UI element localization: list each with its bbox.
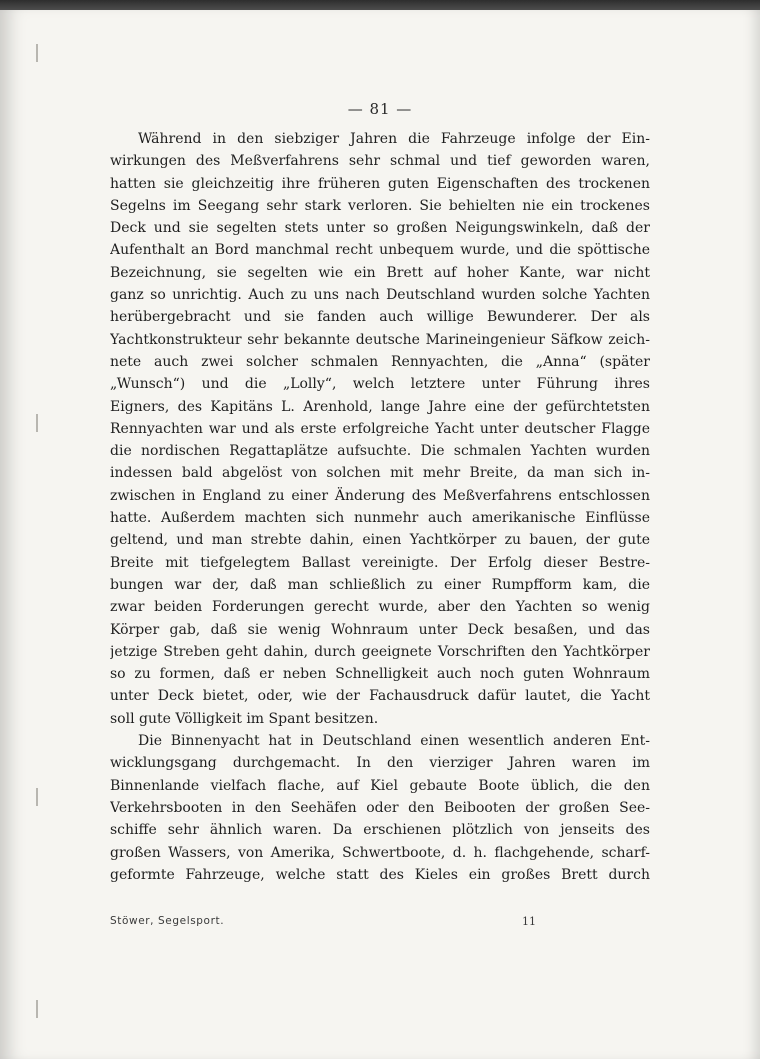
text-line: Eigners, des Kapitäns L. Arenhold, lange Jahre eine der gefürchtetsten (110, 398, 650, 415)
page-number-header: — 81 — (347, 100, 413, 118)
text-line: Segelns im Seegang sehr stark verloren. Sie behielten nie ein trockenes (110, 197, 650, 214)
text-line: wicklungsgang durchgemacht. In den vierziger Jahren waren im (110, 755, 650, 772)
text-line: schiffe sehr ähnlich waren. Da erschienen plötzlich von jenseits des (110, 822, 650, 839)
text-line: Die Binnenyacht hat in Deutschland einen wesentlich anderen Ent- (138, 733, 650, 750)
text-line: Rennyachten war und als erste erfolgreiche Yacht unter deutscher Flagge (110, 420, 650, 437)
text-line: „Wunsch“) und die „Lolly“, welch letztere unter Führung ihres (110, 376, 650, 393)
text-line: Aufenthalt an Bord manchmal recht unbequem wurde, und die spöttische (110, 242, 650, 259)
text-line: geformte Fahrzeuge, welche statt des Kieles ein großes Brett durch (110, 866, 650, 883)
binding-mark (36, 414, 38, 432)
binding-mark (36, 44, 38, 62)
text-line: herübergebracht und sie fanden auch willige Bewunderer. Der als (110, 309, 650, 326)
text-line: großen Wassers, von Amerika, Schwertboote, d. h. flachgehende, scharf- (110, 844, 650, 861)
text-line: Yachtkonstrukteur sehr bekannte deutsche Marineingenieur Säfkow zeich- (110, 331, 650, 348)
text-line: Während in den siebziger Jahren die Fahrzeuge infolge der Ein- (138, 131, 650, 147)
text-line: bungen war der, daß man schließlich zu einer Rumpfform kam, die (110, 576, 650, 593)
text-line: jetzige Streben geht dahin, durch geeignete Vorschriften den Yachtkörper (110, 643, 650, 660)
footer-signature: Stöwer, Segelsport. (110, 915, 225, 927)
text-line: nete auch zwei solcher schmalen Rennyachten, die „Anna“ (später (110, 353, 650, 370)
text-line: zwar beiden Forderungen gerecht wurde, aber den Yachten so wenig (110, 599, 650, 616)
text-line: Bezeichnung, sie segelten wie ein Brett auf hoher Kante, war nicht (110, 264, 650, 281)
text-line: Körper gab, daß sie wenig Wohnraum unter Deck besaßen, und das (110, 621, 650, 638)
binding-mark (36, 1000, 38, 1018)
text-line: die nordischen Regattaplätze aufsuchte. Die schmalen Yachten wurden (110, 443, 650, 460)
text-line: unter Deck bietet, oder, wie der Fachausdruck dafür lautet, die Yacht (110, 688, 650, 705)
text-line: hatte. Außerdem machten sich nunmehr auch amerikanische Einflüsse (110, 510, 650, 527)
text-line: zwischen in England zu einer Änderung des Meßverfahrens entschlossen (110, 487, 650, 504)
text-line: Verkehrsbooten in den Seehäfen oder den Beibooten der großen See- (110, 799, 650, 816)
text-line: wirkungen des Meßverfahrens sehr schmal und tief geworden waren, (110, 153, 650, 170)
text-line: so zu formen, daß er neben Schnelligkeit auch noch guten Wohnraum (110, 666, 650, 683)
body-text (110, 128, 650, 886)
text-line: indessen bald abgelöst von solchen mit mehr Breite, da man sich in- (110, 465, 650, 482)
text-line: geltend, und man strebte dahin, einen Yachtkörper zu bauen, der gute (110, 532, 650, 549)
text-line: Breite mit tiefgelegtem Ballast vereinigte. Der Erfolg dieser Bestre- (110, 554, 650, 571)
text-line: soll gute Völligkeit im Spant besitzen. (110, 710, 379, 727)
binding-mark (36, 788, 38, 806)
text-line: ganz so unrichtig. Auch zu uns nach Deutschland wurden solche Yachten (110, 287, 650, 304)
text-line: hatten sie gleichzeitig ihre früheren guten Eigenschaften des trockenen (110, 175, 650, 192)
text-line: Deck und sie segelten stets unter so großen Neigungswinkeln, daß der (110, 220, 650, 237)
footer-sheet-number: 11 (522, 915, 536, 928)
text-line: Binnenlande vielfach flache, auf Kiel gebaute Boote üblich, die den (110, 777, 650, 794)
